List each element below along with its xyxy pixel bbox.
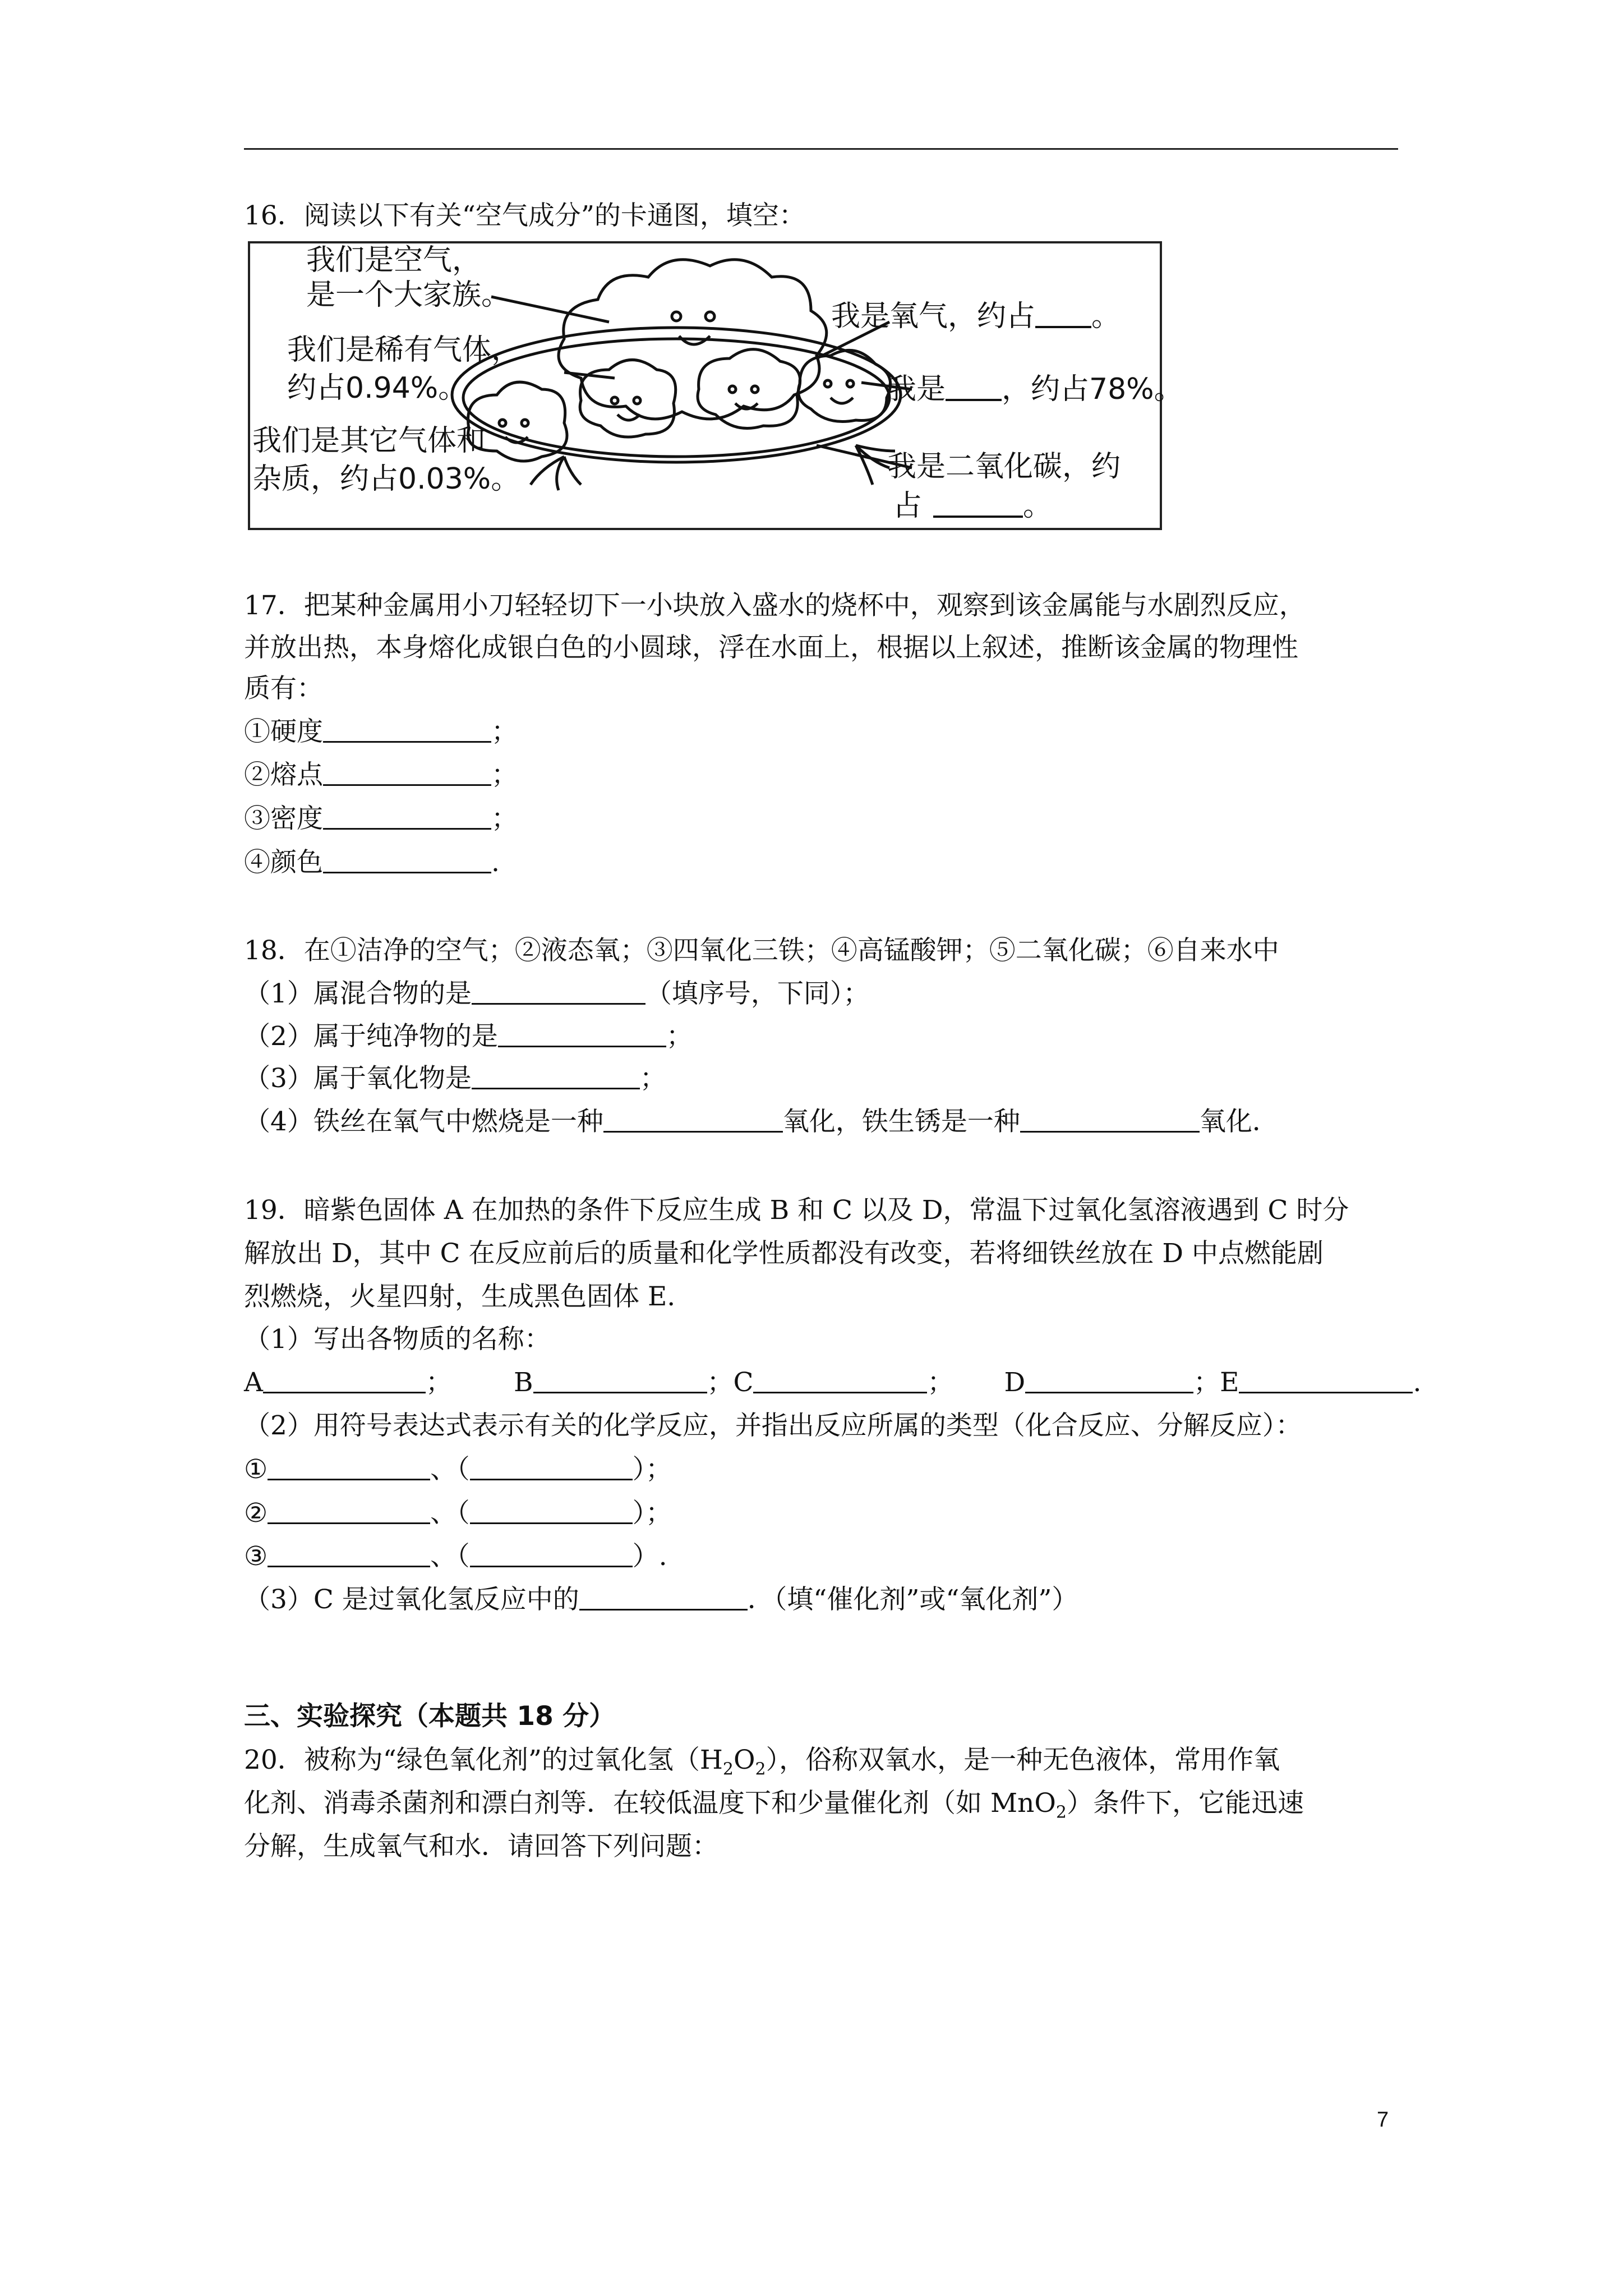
page-number: 7 — [1377, 2108, 1389, 2132]
letter-label: E — [1220, 1367, 1239, 1398]
q17-line1: 17．把某种金属用小刀轻轻切下一小块放入盛水的烧杯中，观察到该金属能与水剧烈反应， — [244, 590, 1306, 621]
item-end: ； — [491, 803, 518, 834]
subscript: 2 — [1055, 1802, 1067, 1823]
cartoon-nitrogen-end: ，约占78%。 — [1002, 372, 1183, 406]
answer-blank-e[interactable] — [1239, 1369, 1413, 1393]
letter-label: C — [733, 1367, 754, 1398]
q17-line2: 并放出热，本身熔化成银白色的小圆球，浮在水面上，根据以上叙述，推断该金属的物理性 — [244, 632, 1298, 663]
q18-part4 — [244, 1105, 1279, 1139]
separator: ； — [1193, 1367, 1220, 1398]
answer-blank[interactable] — [323, 849, 491, 873]
q19-line3: 烈燃烧，火星四射，生成黑色固体 E. — [244, 1281, 676, 1312]
subscript: 2 — [722, 1759, 734, 1779]
part-text: （填序号，下同）； — [645, 978, 870, 1009]
part-text: 氧化． — [1199, 1106, 1279, 1137]
answer-blank-c[interactable] — [753, 1369, 927, 1393]
answer-blank[interactable] — [472, 1065, 640, 1089]
q19-part2: （2）用符号表达式表示有关的化学反应，并指出反应所属的类型（化合反应、分解反应）： — [244, 1410, 1302, 1441]
answer-blank[interactable] — [579, 1586, 748, 1611]
equation-blank[interactable] — [268, 1456, 430, 1480]
q20-line2 — [244, 1787, 1304, 1829]
item-end: ； — [491, 760, 518, 790]
text-run: ），俗称双氧水，是一种无色液体，常用作氧 — [766, 1745, 1280, 1775]
q19-equation-1 — [244, 1453, 672, 1487]
text-run: ）条件下，它能迅速 — [1066, 1788, 1304, 1819]
text-run: 化剂、消毒杀菌剂和漂白剂等．在较低温度下和少量催化剂（如 MnO — [244, 1788, 1056, 1819]
cartoon-rare-gas-line1: 我们是稀有气体， — [287, 333, 521, 367]
cartoon-oxygen-text: 我是氧气，约占 — [831, 300, 1036, 333]
q16-stem: 16．阅读以下有关“空气成分”的卡通图，填空： — [244, 200, 805, 231]
letter-label: D — [1004, 1367, 1026, 1398]
equation-blank[interactable] — [268, 1500, 430, 1524]
q18-part1 — [244, 977, 869, 1011]
answer-blank-b[interactable] — [533, 1369, 707, 1393]
oxygen-percent-blank[interactable] — [1035, 301, 1091, 328]
item-end: . — [491, 847, 500, 878]
cartoon-co2-line2 — [893, 489, 1052, 523]
q17-item-melting-point — [244, 758, 518, 792]
letter-label: A — [244, 1367, 263, 1398]
item-label: ②熔点 — [244, 760, 323, 790]
header-rule — [244, 148, 1398, 150]
part-text: （4）铁丝在氧气中燃烧是一种 — [244, 1106, 603, 1137]
letter-label: B — [513, 1367, 533, 1398]
equation-end: ）； — [632, 1498, 672, 1529]
cartoon-nitrogen-text: 我是 — [887, 372, 946, 406]
part-text: ； — [666, 1021, 693, 1052]
q17-item-color — [244, 846, 500, 880]
q20-line3: 分解，生成氧气和水．请回答下列问题： — [244, 1831, 718, 1862]
answer-blank[interactable] — [323, 719, 491, 743]
item-label: ③密度 — [244, 803, 323, 834]
q17-item-density — [244, 802, 518, 836]
answer-blank[interactable] — [498, 1023, 666, 1047]
equation-number: ③ — [244, 1541, 268, 1572]
equation-number: ① — [244, 1454, 268, 1485]
equation-separator: 、（ — [430, 1454, 470, 1485]
co2-percent-blank[interactable] — [933, 491, 1023, 518]
q19-part3 — [244, 1583, 1078, 1617]
item-label: ④颜色 — [244, 847, 323, 878]
part-text: ．（填“催化剂”或“氧化剂”） — [747, 1584, 1078, 1615]
equation-end: ）. — [632, 1541, 667, 1572]
separator: ； — [425, 1367, 452, 1398]
q18-part3 — [244, 1062, 666, 1096]
cartoon-co2-text: 占 — [893, 489, 923, 523]
part-text: （1）属混合物的是 — [244, 978, 472, 1009]
separator: ； — [927, 1367, 954, 1398]
q19-line1: 19．暗紫色固体 A 在加热的条件下反应生成 B 和 C 以及 D，常温下过氧化氢溶液遇到 C 时分 — [244, 1195, 1349, 1226]
cartoon-air-line1: 我们是空气， — [306, 243, 482, 277]
q19-part1: （1）写出各物质的名称： — [244, 1324, 551, 1355]
answer-blank[interactable] — [472, 981, 645, 1005]
equation-end: ）； — [632, 1454, 672, 1485]
subscript: 2 — [755, 1759, 766, 1779]
q18-part2 — [244, 1020, 693, 1053]
q19-names-row — [244, 1366, 1421, 1400]
reaction-type-blank[interactable] — [470, 1543, 633, 1567]
cartoon-other-gas-line1: 我们是其它气体和 — [252, 424, 486, 458]
separator: . — [1413, 1367, 1422, 1398]
answer-blank[interactable] — [1020, 1108, 1200, 1133]
part-text: （3）属于氧化物是 — [244, 1063, 472, 1094]
q19-equation-2 — [244, 1497, 672, 1530]
equation-blank[interactable] — [268, 1543, 430, 1567]
answer-blank[interactable] — [603, 1108, 783, 1133]
item-label: ①硬度 — [244, 716, 323, 747]
cartoon-oxygen-line — [831, 300, 1121, 333]
cartoon-air-line2: 是一个大家族。 — [306, 278, 511, 312]
reaction-type-blank[interactable] — [470, 1456, 633, 1480]
cartoon-nitrogen-line — [887, 372, 1183, 406]
answer-blank[interactable] — [323, 762, 491, 786]
equation-separator: 、（ — [430, 1498, 470, 1529]
section-heading: 三、实验探究（本题共 18 分） — [244, 1701, 616, 1732]
equation-number: ② — [244, 1498, 268, 1529]
text-run: 20．被称为“绿色氧化剂”的过氧化氢（H — [244, 1745, 723, 1775]
q20-line1 — [244, 1743, 1280, 1786]
item-end: ； — [491, 716, 518, 747]
part-text: 氧化，铁生锈是一种 — [782, 1106, 1020, 1137]
reaction-type-blank[interactable] — [470, 1500, 633, 1524]
cartoon-co2-line1: 我是二氧化碳，约 — [887, 450, 1121, 484]
part-text: （2）属于纯净物的是 — [244, 1021, 498, 1052]
part-text: ； — [639, 1063, 666, 1094]
nitrogen-name-blank[interactable] — [946, 374, 1002, 401]
answer-blank-a[interactable] — [263, 1369, 426, 1393]
separator: ； — [707, 1367, 734, 1398]
q17-line3: 质有： — [244, 673, 323, 704]
part-text: （3）C 是过氧化氢反应中的 — [244, 1584, 579, 1615]
cartoon-oxygen-end: 。 — [1091, 300, 1121, 333]
cartoon-rare-gas-line2: 约占0.94%。 — [287, 371, 468, 405]
answer-blank[interactable] — [323, 806, 491, 830]
equation-separator: 、（ — [430, 1541, 470, 1572]
text-run: O — [733, 1745, 755, 1775]
answer-blank-d[interactable] — [1025, 1369, 1193, 1393]
cartoon-other-gas-line2: 杂质，约占0.03%。 — [252, 462, 520, 496]
cartoon-co2-end: 。 — [1023, 489, 1053, 523]
air-cartoon-figure — [248, 241, 1183, 530]
q19-equation-3 — [244, 1540, 667, 1573]
q17-item-hardness — [244, 715, 518, 749]
q18-stem: 18．在①洁净的空气；②液态氧；③四氧化三铁；④高锰酸钾；⑤二氧化碳；⑥自来水中 — [244, 935, 1279, 966]
q19-line2: 解放出 D，其中 C 在反应前后的质量和化学性质都没有改变，若将细铁丝放在 D 中点燃能剧 — [244, 1238, 1324, 1269]
